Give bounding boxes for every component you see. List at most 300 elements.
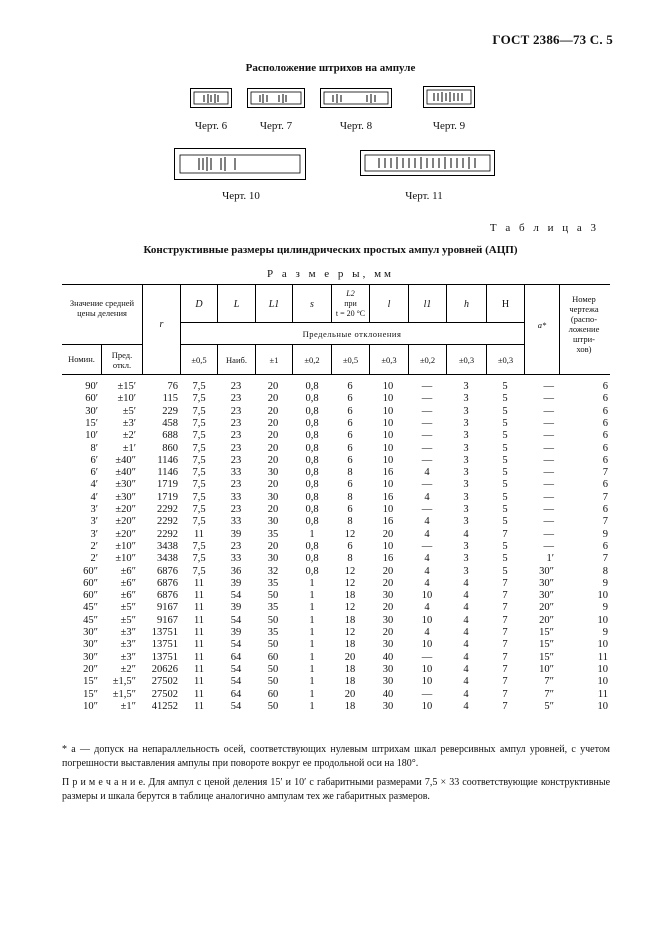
table-cell: 7,5 (192, 454, 206, 466)
table-cell: 54 (230, 639, 242, 651)
table-row (62, 503, 622, 516)
note-text: Для ампул с ценой деления 15′ и 10′ с габаритными размерами 7,5 × 33 соответствующие конструктивные размеры и шкала берутся в таблице аналогично ампулам тех же габаритных размеров. (62, 777, 611, 802)
table-cell: ±5′ (122, 405, 136, 417)
table-cell: 7″ (544, 688, 554, 700)
table-cell: 6 (602, 540, 608, 552)
table-row (62, 626, 622, 639)
table-cell: 10 (382, 540, 394, 552)
table-cell: 4 (463, 663, 469, 675)
table-cell: 7 (502, 590, 508, 602)
table-cell: 16 (382, 516, 394, 528)
table-cell: — (543, 454, 554, 466)
table-cell: 7,5 (192, 553, 206, 565)
table-cell: 30′ (85, 405, 98, 417)
header-h: h (464, 299, 469, 310)
table-cell: 2292 (157, 516, 178, 528)
table-cell: 20 (267, 405, 279, 417)
table-cell: 11 (193, 590, 205, 602)
table-cell: 45″ (83, 602, 98, 614)
table-cell: 3438 (157, 553, 178, 565)
table-cell: 1 (309, 577, 315, 589)
table-cell: 6 (347, 442, 353, 454)
table-cell: — (543, 540, 554, 552)
table-cell: 30″ (539, 577, 554, 589)
table-cell: 1 (309, 639, 315, 651)
table-cell: 15″ (539, 627, 554, 638)
table-cell: 6 (602, 504, 608, 515)
table-cell: 50 (267, 590, 279, 602)
table-cell: 60″ (83, 577, 98, 589)
table-cell: 4 (463, 700, 469, 712)
page-header: ГОСТ 2386—73 С. 5 (492, 32, 613, 47)
table-cell: ±1′ (122, 442, 136, 454)
table-cell: 6 (602, 430, 608, 442)
table-cell: 3′ (90, 504, 98, 515)
table-cell: ±3″ (120, 639, 136, 651)
table-cell: 7″ (544, 676, 554, 688)
table-cell: 23 (230, 479, 242, 491)
table-cell: 13751 (151, 627, 178, 638)
table-cell: 4 (424, 528, 430, 540)
header-H: H (501, 299, 510, 310)
table-cell: 15′ (85, 417, 98, 429)
table-cell: 10 (597, 663, 608, 675)
table-cell: 8′ (90, 442, 98, 454)
table-cell: 4 (424, 602, 430, 614)
table-cell: 11 (193, 614, 205, 626)
table-cell: 50 (267, 614, 279, 626)
table-cell: 15″ (83, 688, 98, 700)
table-cell: ±20″ (115, 528, 136, 540)
table-cell: 4 (463, 688, 469, 700)
table-cell: — (543, 381, 554, 392)
table-cell: 458 (162, 417, 178, 429)
table-cell: 3 (463, 442, 469, 454)
table-row (62, 700, 622, 713)
table-cell: 10 (597, 614, 608, 626)
table-cell: 10 (382, 381, 394, 392)
table-cell: ±30″ (115, 491, 136, 503)
figure-10 (174, 148, 306, 180)
table-cell: 0,8 (305, 491, 319, 503)
table-cell: 6 (602, 381, 608, 392)
table-cell: — (421, 651, 433, 663)
table-cell: 10″ (83, 700, 98, 712)
header-L2-temp: t = 20 °C (335, 309, 366, 318)
table-cell: 60′ (85, 393, 98, 405)
table-cell: — (421, 442, 433, 454)
table-cell: 23 (230, 417, 242, 429)
table-row (62, 601, 622, 614)
table-cell: 16 (382, 553, 394, 565)
table-cell: 10 (597, 700, 608, 712)
table-cell: 7,5 (192, 491, 206, 503)
table-cell: — (421, 504, 433, 515)
table-cell: — (421, 430, 433, 442)
table-cell: — (543, 442, 554, 454)
table-cell: ±6″ (120, 577, 136, 589)
table-units: Р а з м е р ы, мм (266, 268, 394, 280)
figure-11-label: Черт. 11 (405, 190, 443, 202)
table-cell: — (543, 417, 554, 429)
table-cell: 4 (424, 553, 430, 565)
table-cell: 1 (309, 688, 315, 700)
table-cell: 5 (502, 381, 508, 392)
table-cell: 5″ (544, 700, 554, 712)
table-cell: 860 (162, 442, 178, 454)
table-cell: 1719 (157, 479, 178, 491)
table-cell: 35 (267, 577, 279, 589)
table-cell: 33 (230, 516, 242, 528)
table-cell: 5 (502, 417, 508, 429)
table-cell: 6′ (90, 467, 98, 479)
table-cell: 9167 (157, 602, 178, 614)
table-cell: 54 (230, 663, 242, 675)
table-cell: 39 (230, 577, 242, 589)
table-cell: 11 (193, 639, 205, 651)
figure-6-scale (191, 89, 231, 107)
table-cell: 3 (463, 479, 469, 491)
table-row (62, 552, 622, 565)
table-cell: 1146 (157, 454, 178, 466)
table-cell: 4 (463, 614, 469, 626)
table-cell: 13751 (151, 639, 178, 651)
table-cell: 60 (267, 688, 279, 700)
header-drawing-line: чертежа (569, 304, 599, 314)
table-row (62, 380, 622, 393)
table-cell: 10 (382, 454, 394, 466)
table-cell: 0,8 (305, 381, 319, 392)
table-cell: 20″ (539, 614, 554, 626)
table-cell: 18 (344, 639, 356, 651)
table-cell: 11 (193, 602, 205, 614)
header-s: s (310, 299, 314, 310)
table-cell: 1′ (546, 553, 554, 565)
table-cell: 6876 (157, 590, 178, 602)
table-cell: 1 (309, 627, 315, 638)
table-cell: 30 (267, 491, 279, 503)
table-cell: 64 (230, 651, 242, 663)
table-cell: 40 (382, 688, 394, 700)
table-cell: 27502 (151, 676, 178, 688)
table-cell: ±40″ (115, 467, 136, 479)
table-cell: 23 (230, 442, 242, 454)
table-cell: 50 (267, 663, 279, 675)
table-cell: 6 (602, 479, 608, 491)
table-row (62, 429, 622, 442)
table-cell: 0,8 (305, 540, 319, 552)
table-row (62, 392, 622, 405)
table-cell: 6 (347, 393, 353, 405)
table-cell: 20 (267, 540, 279, 552)
table-cell: 5 (502, 442, 508, 454)
table-cell: 23 (230, 454, 242, 466)
table-cell: 7 (602, 491, 608, 503)
table-cell: 35 (267, 528, 279, 540)
table-cell: 1 (309, 614, 315, 626)
table-cell: 4 (463, 590, 469, 602)
table-cell: 23 (230, 405, 242, 417)
table-cell: 11 (193, 663, 205, 675)
table-cell: 0,8 (305, 553, 319, 565)
table-cell: 4 (424, 565, 430, 577)
table-cell: 10 (382, 405, 394, 417)
table-cell: 8 (347, 467, 353, 479)
table-row (62, 491, 622, 504)
tolerance-L1: ±1 (269, 355, 279, 365)
table-cell: 16 (382, 467, 394, 479)
table-cell: 15″ (539, 639, 554, 651)
table-cell: — (421, 393, 433, 405)
table-cell: — (543, 393, 554, 405)
table-cell: 3 (463, 516, 469, 528)
table-cell: 3 (463, 454, 469, 466)
table-cell: 30″ (83, 627, 98, 638)
table-cell: — (421, 405, 433, 417)
table-cell: 6876 (157, 565, 178, 577)
table-cell: ±5″ (120, 614, 136, 626)
table-cell: 1 (309, 663, 315, 675)
table-row (62, 663, 622, 676)
table-cell: 1 (309, 651, 315, 663)
table-cell: 7,5 (192, 540, 206, 552)
table-cell: 4 (424, 577, 430, 589)
tolerance-L2: ±0,5 (342, 355, 359, 365)
header-L2-symbol: L2 (346, 289, 355, 298)
table-cell: — (421, 688, 433, 700)
table-cell: 10″ (539, 663, 554, 675)
table-cell: 20 (344, 688, 356, 700)
table-cell: 7,5 (192, 405, 206, 417)
table-cell: 30 (267, 553, 279, 565)
table-cell: — (543, 467, 554, 479)
table-cell: 7 (502, 688, 508, 700)
table-cell: 688 (162, 430, 178, 442)
table-cell: 18 (344, 614, 356, 626)
table-cell: 20626 (151, 663, 178, 675)
table-cell: 20 (344, 651, 356, 663)
figure-7-scale (248, 89, 304, 107)
figure-6 (190, 88, 232, 108)
table-row (62, 675, 622, 688)
table-cell: 2292 (157, 504, 178, 515)
table-cell: 20 (267, 381, 279, 392)
tolerance-h: ±0,3 (458, 355, 475, 365)
table-cell: — (543, 430, 554, 442)
table-cell: 45″ (83, 614, 98, 626)
table-cell: 3′ (90, 516, 98, 528)
table-cell: 115 (162, 393, 178, 405)
table-cell: 7,5 (192, 467, 206, 479)
table-cell: — (543, 528, 554, 540)
table-cell: 3′ (90, 528, 98, 540)
table-cell: 3 (463, 467, 469, 479)
table-cell: 60″ (83, 590, 98, 602)
table-cell: 7 (502, 700, 508, 712)
table-cell: 4 (463, 651, 469, 663)
table-cell: ±1,5″ (112, 688, 136, 700)
tolerance-l1: ±0,2 (419, 355, 436, 365)
table-cell: 20″ (83, 663, 98, 675)
table-cell: 20 (382, 577, 394, 589)
table-cell: 7,5 (192, 504, 206, 515)
table-cell: 30 (382, 590, 394, 602)
table-cell: 20 (267, 417, 279, 429)
table-cell: 20 (382, 528, 394, 540)
table-cell: 11 (193, 627, 205, 638)
table-cell: 10 (382, 417, 394, 429)
table-cell: ±3″ (120, 627, 136, 638)
table-cell: 64 (230, 688, 242, 700)
table-cell: 4 (463, 676, 469, 688)
table-cell: — (543, 491, 554, 503)
table-cell: 30″ (539, 565, 554, 577)
table-cell: 6 (347, 540, 353, 552)
table-cell: 12 (344, 528, 356, 540)
note-label: П р и м е ч а н и е. (62, 777, 146, 788)
table-cell: 11 (597, 651, 608, 663)
table-cell: ±1,5″ (112, 676, 136, 688)
table-cell: 0,8 (305, 516, 319, 528)
header-drawing-number (560, 294, 608, 354)
table-row (62, 589, 622, 602)
table-cell: 30 (267, 516, 279, 528)
table-cell: 23 (230, 540, 242, 552)
table-row (62, 638, 622, 651)
table-cell: 7,5 (192, 417, 206, 429)
table-cell: 10 (382, 430, 394, 442)
table-row (62, 540, 622, 553)
table-cell: 30 (382, 663, 394, 675)
table-cell: 6 (347, 417, 353, 429)
header-limit-deviations: Предельные отклонения (302, 329, 402, 339)
table-cell: 10 (382, 479, 394, 491)
table-cell: 5 (502, 504, 508, 515)
table-cell: 6 (602, 442, 608, 454)
table-cell: 6′ (90, 454, 98, 466)
table-cell: 6 (602, 393, 608, 405)
table-cell: 10 (382, 504, 394, 515)
table-cell: 30″ (539, 590, 554, 602)
table-cell: 11 (193, 577, 205, 589)
header-drawing-line: Номер (572, 294, 596, 304)
table-cell: 35 (267, 602, 279, 614)
table-cell: 6 (347, 479, 353, 491)
table-cell: 3 (463, 405, 469, 417)
table-cell: 0,8 (305, 405, 319, 417)
header-nominal: Номин. (68, 354, 95, 364)
table-cell: 4 (463, 602, 469, 614)
table-cell: 5 (502, 553, 508, 565)
table-cell: 4 (424, 627, 430, 638)
table-cell: 20″ (539, 602, 554, 614)
table-cell: 39 (230, 602, 242, 614)
table-cell: 18 (344, 663, 356, 675)
figure-6-label: Черт. 6 (194, 120, 228, 132)
table-title: Конструктивные размеры цилиндрических простых ампул уровней (АЦП) (143, 244, 518, 256)
table-cell: 0,8 (305, 479, 319, 491)
header-L1: L1 (268, 299, 280, 310)
table-cell: 7,5 (192, 565, 206, 577)
table-cell: 7,5 (192, 393, 206, 405)
figure-10-label: Черт. 10 (222, 190, 260, 202)
table-row (62, 577, 622, 590)
table-cell: 10 (382, 393, 394, 405)
table-cell: 7 (502, 602, 508, 614)
header-a: a* (537, 320, 547, 330)
footnote: * a — допуск на непараллельность осей, соответствующих нулевым штрихам шкал реверсивных ампул уровней, с учетом погрешности выставления ампулы при повороте вокруг ее продольной оси на 180°. (62, 744, 610, 769)
figure-7-label: Черт. 7 (259, 120, 293, 132)
table-cell: 5 (502, 405, 508, 417)
table-cell: 7 (502, 627, 508, 638)
table-cell: ±20″ (115, 504, 136, 515)
table-cell: 4′ (90, 491, 98, 503)
table-cell: 12 (344, 577, 356, 589)
figure-8-label: Черт. 8 (339, 120, 373, 132)
table-row (62, 454, 622, 467)
table-cell: 4 (424, 467, 430, 479)
table-cell: — (421, 540, 433, 552)
figure-7 (247, 88, 305, 108)
table-cell: 11 (193, 676, 205, 688)
table-row (62, 688, 622, 701)
table-cell: 8 (602, 565, 608, 577)
table-cell: 39 (230, 627, 242, 638)
table-cell: — (421, 381, 433, 392)
table-cell: 0,8 (305, 565, 319, 577)
table-cell: 35 (267, 627, 279, 638)
table-cell: ±2″ (120, 663, 136, 675)
table-cell: ±20″ (115, 516, 136, 528)
table-cell: 7,5 (192, 516, 206, 528)
table-cell: 12 (344, 627, 356, 638)
table-cell: 3 (463, 504, 469, 515)
table-cell: 7 (502, 676, 508, 688)
header-L2 (332, 289, 369, 319)
table-cell: ±3′ (122, 417, 136, 429)
figure-9 (423, 86, 475, 108)
header-L: L (233, 299, 240, 310)
table-cell: 20 (382, 627, 394, 638)
table-cell: 18 (344, 590, 356, 602)
table-cell: 39 (230, 528, 242, 540)
table-cell: 10 (421, 676, 433, 688)
table-cell: 5 (502, 540, 508, 552)
table-cell: 23 (230, 430, 242, 442)
table-cell: 7 (502, 528, 508, 540)
table-cell: 10 (421, 639, 433, 651)
table-cell: 6 (347, 504, 353, 515)
table-cell: 6 (347, 454, 353, 466)
table-cell: 20 (382, 602, 394, 614)
table-cell: 9 (602, 602, 608, 614)
tolerance-H: ±0,3 (497, 355, 514, 365)
table-cell: 10 (597, 590, 608, 602)
table-cell: 20 (267, 430, 279, 442)
table-cell: — (543, 504, 554, 515)
table-cell: 30 (382, 614, 394, 626)
table-cell: 9 (602, 627, 608, 638)
table-cell: 3 (463, 393, 469, 405)
table-cell: 0,8 (305, 393, 319, 405)
table-cell: 54 (230, 614, 242, 626)
table-cell: 3 (463, 553, 469, 565)
table-row (62, 442, 622, 455)
table-cell: 30 (382, 676, 394, 688)
tolerance-L: Наиб. (226, 355, 247, 365)
figure-8 (320, 88, 392, 108)
table-cell: 6 (347, 430, 353, 442)
